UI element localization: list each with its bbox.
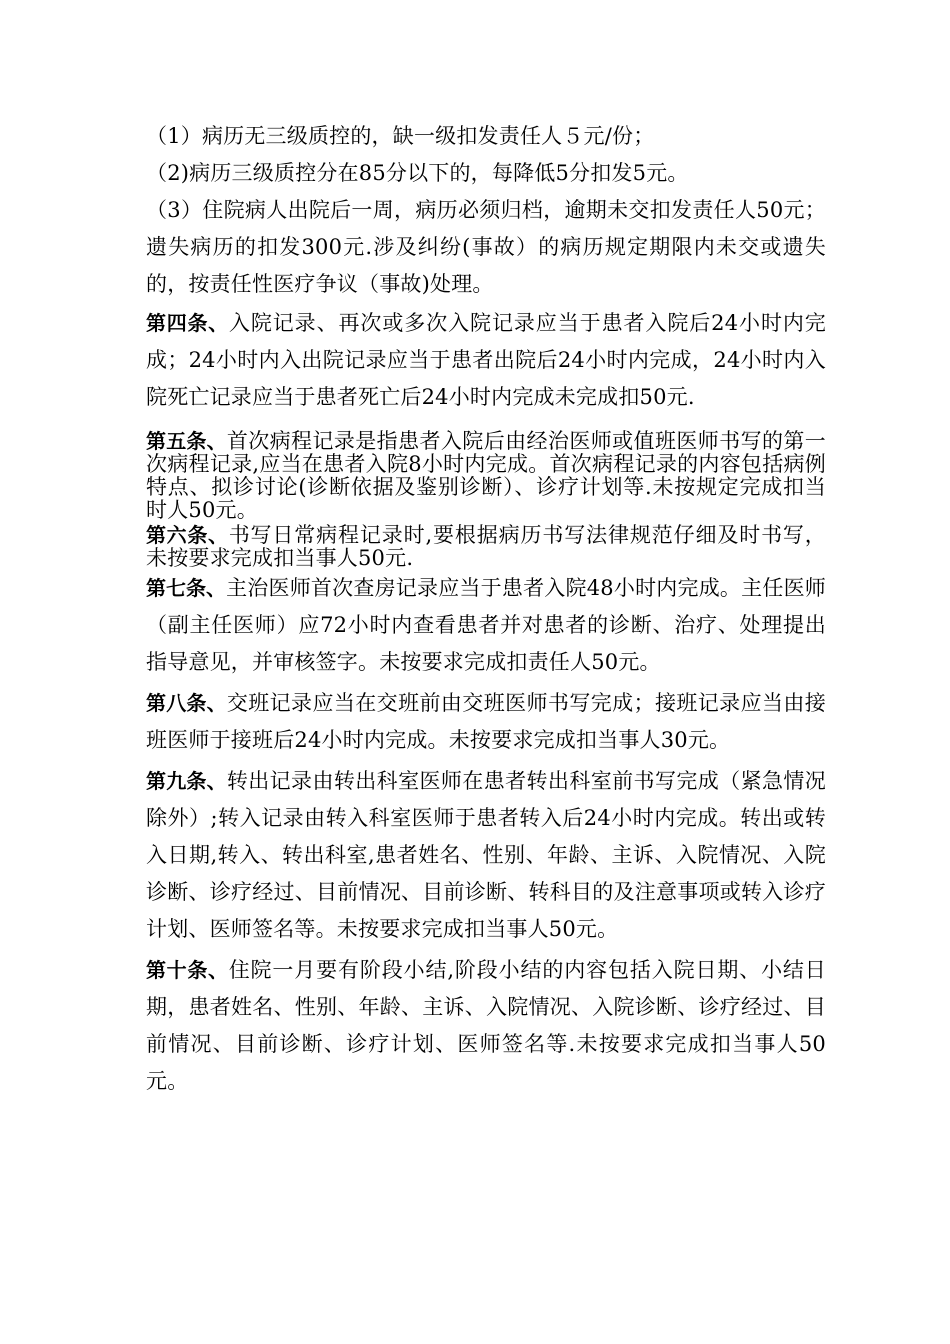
article-label: 第九条、: [146, 769, 227, 793]
clause-item-2: [146, 155, 826, 192]
article-10: [146, 952, 826, 1100]
article-text: 主治医师首次查房记录应当于患者入院48小时内完成。主任医师（副主任医师）应72小时内查看患者并对患者的诊断、治疗、处理提出指导意见，并审核签字。未按要求完成扣责任人50元。: [146, 576, 826, 674]
clause-item-3: [146, 192, 826, 303]
item-text: （1）病历无三级质控的，缺一级扣发责任人５元/份；: [146, 124, 655, 148]
article-4: [146, 305, 826, 416]
article-label: 第十条、: [146, 958, 229, 982]
item-text: （2)病历三级质控分在85分以下的，每降低5分扣发5元。: [146, 161, 689, 185]
article-text: 转出记录由转出科室医师在患者转出科室前书写完成（紧急情况除外）;转入记录由转入科室医师于患者转入后24小时内完成。转出或转入日期,转入、转出科室,患者姓名、性别、年龄、主诉、入院情况、入院诊断、诊疗经过、目前情况、目前诊断、转科目的及注意事项或转入诊疗计划、医师签名等。未按要求完成扣当事人50元。: [146, 769, 826, 941]
article-label: 第四条、: [146, 311, 229, 335]
clause-item-1: [146, 118, 826, 155]
article-label: 第八条、: [146, 691, 227, 715]
article-7: [146, 570, 826, 681]
article-5: [146, 430, 826, 522]
document-body: [146, 118, 826, 1100]
item-text: （3）住院病人出院后一周，病历必须归档，逾期未交扣发责任人50元；遗失病历的扣发300元.涉及纠纷(事故）的病历规定期限内未交或遗失的，按责任性医疗争议（事故)处理。: [146, 198, 826, 296]
article-8: [146, 685, 826, 759]
article-text: 入院记录、再次或多次入院记录应当于患者入院后24小时内完成；24小时内入出院记录应当于患者出院后24小时内完成，24小时内入院死亡记录应当于患者死亡后24小时内完成未完成扣50元.: [146, 311, 826, 409]
article-label: 第六条、: [146, 523, 229, 547]
article-text: 首次病程记录是指患者入院后由经治医师或值班医师书写的第一次病程记录,应当在患者入院8小时内完成。首次病程记录的内容包括病例特点、拟诊讨论(诊断依据及鉴别诊断）、诊疗计划等.未按规定完成扣当时人50元。: [146, 429, 826, 522]
article-text: 交班记录应当在交班前由交班医师书写完成；接班记录应当由接班医师于接班后24小时内完成。未按要求完成扣当事人30元。: [146, 691, 826, 752]
article-text: 住院一月要有阶段小结,阶段小结的内容包括入院日期、小结日期，患者姓名、性别、年龄、主诉、入院情况、入院诊断、诊疗经过、目前情况、目前诊断、诊疗计划、医师签名等.未按要求完成扣当事人50元。: [146, 958, 827, 1093]
article-label: 第七条、: [146, 576, 227, 600]
article-9: [146, 763, 826, 948]
article-6: [146, 524, 826, 570]
article-text: 书写日常病程记录时,要根据病历书写法律规范仔细及时书写，未按要求完成扣当事人50元.: [146, 523, 827, 570]
article-label: 第五条、: [146, 429, 227, 453]
